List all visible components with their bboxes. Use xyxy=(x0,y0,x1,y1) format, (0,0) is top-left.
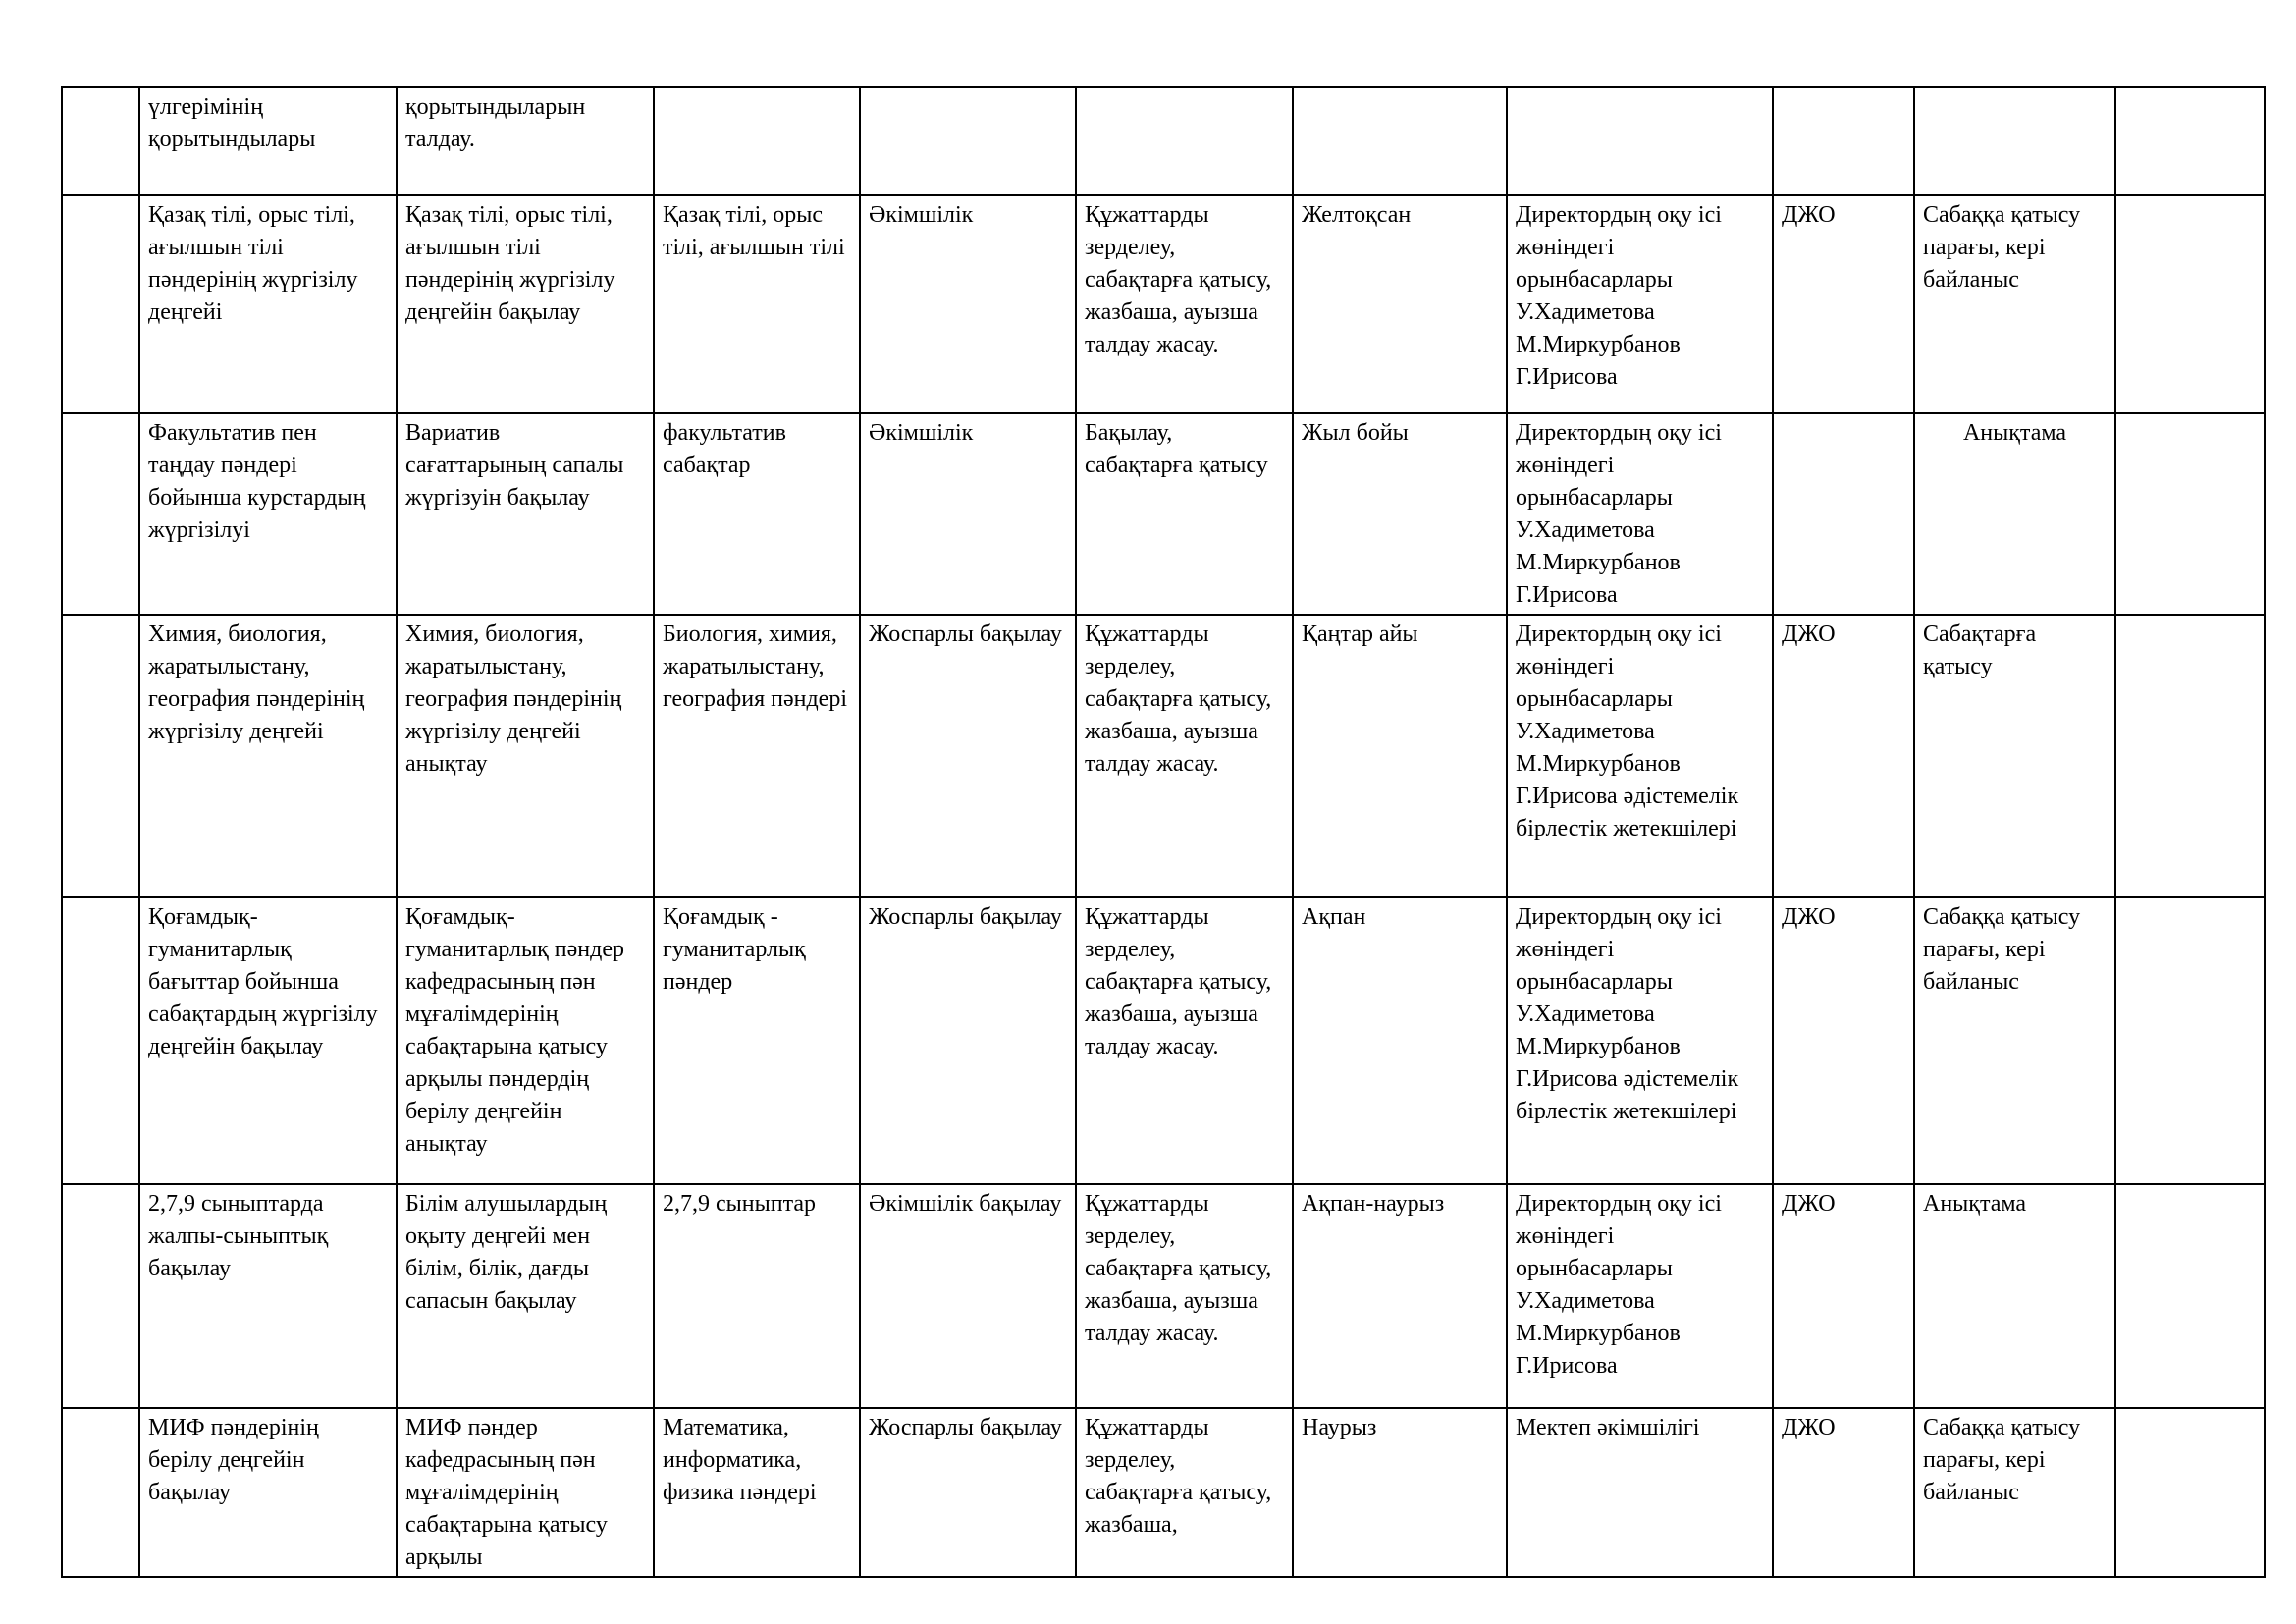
table-cell xyxy=(1076,87,1293,195)
table-cell: ДЖО xyxy=(1773,1184,1914,1408)
table-cell: Әкімшілік xyxy=(860,413,1076,615)
table-cell: Қаңтар айы xyxy=(1293,615,1507,897)
table-cell xyxy=(62,413,139,615)
table-cell: Әкімшілік xyxy=(860,195,1076,413)
table-cell xyxy=(62,195,139,413)
table-cell xyxy=(1773,413,1914,615)
table-cell: ДЖО xyxy=(1773,615,1914,897)
table-cell xyxy=(2115,1184,2265,1408)
table-row xyxy=(62,87,2265,195)
table-cell: Ақпан-наурыз xyxy=(1293,1184,1507,1408)
table-cell: Сабаққа қатысу парағы, кері байланыс xyxy=(1914,195,2115,413)
table-row xyxy=(62,897,2265,1184)
table-cell: Химия, биология, жаратылыстану, география пәндерінің жүргізілу деңгейі xyxy=(139,615,397,897)
table-cell: Сабаққа қатысу парағы, кері байланыс xyxy=(1914,897,2115,1184)
table-cell: Директордың оқу ісі жөніндегі орынбасарлары У.Хадиметова М.Миркурбанов Г.Ирисова xyxy=(1507,413,1773,615)
table-cell: Наурыз xyxy=(1293,1408,1507,1577)
table-cell: Директордың оқу ісі жөніндегі орынбасарлары У.Хадиметова М.Миркурбанов Г.Ирисова әдістемелік бірлестік жетекшілері xyxy=(1507,615,1773,897)
table-cell: Құжаттарды зерделеу, сабақтарға қатысу, жазбаша, xyxy=(1076,1408,1293,1577)
table-cell: Желтоқсан xyxy=(1293,195,1507,413)
table-cell: Математика, информатика, физика пәндері xyxy=(654,1408,860,1577)
table-cell xyxy=(2115,615,2265,897)
table-cell: Қоғамдық-гуманитарлық пәндер кафедрасының пән мұғалімдерінің сабақтарына қатысу арқылы пәндердің берілу деңгейін анықтау xyxy=(397,897,654,1184)
table-cell xyxy=(62,615,139,897)
table-cell xyxy=(1914,87,2115,195)
table-cell: Құжаттарды зерделеу, сабақтарға қатысу, жазбаша, ауызша талдау жасау. xyxy=(1076,1184,1293,1408)
table-cell xyxy=(860,87,1076,195)
table-row xyxy=(62,413,2265,615)
table-row xyxy=(62,1184,2265,1408)
table-row xyxy=(62,1408,2265,1577)
table-cell xyxy=(2115,87,2265,195)
table-cell: МИФ пәндерінің берілу деңгейін бақылау xyxy=(139,1408,397,1577)
table-cell: Сабаққа қатысу парағы, кері байланыс xyxy=(1914,1408,2115,1577)
table-cell: Ақпан xyxy=(1293,897,1507,1184)
table-cell: Қоғамдық-гуманитарлық бағыттар бойынша сабақтардың жүргізілу деңгейін бақылау xyxy=(139,897,397,1184)
table-cell xyxy=(2115,1408,2265,1577)
table-cell: Жоспарлы бақылау xyxy=(860,897,1076,1184)
table-cell: Мектеп әкімшілігі xyxy=(1507,1408,1773,1577)
table-cell: Директордың оқу ісі жөніндегі орынбасарлары У.Хадиметова М.Миркурбанов Г.Ирисова xyxy=(1507,195,1773,413)
table-cell: Қазақ тілі, орыс тілі, ағылшын тілі пәндерінің жүргізілу деңгейін бақылау xyxy=(397,195,654,413)
table-cell: Әкімшілік бақылау xyxy=(860,1184,1076,1408)
table-cell: Жоспарлы бақылау xyxy=(860,1408,1076,1577)
table-cell xyxy=(654,87,860,195)
table-cell xyxy=(62,897,139,1184)
table-cell: Анықтама xyxy=(1914,413,2115,615)
table-cell: Факультатив пен таңдау пәндері бойынша курстардың жүргізілуі xyxy=(139,413,397,615)
table-cell: Вариатив сағаттарының сапалы жүргізуін бақылау xyxy=(397,413,654,615)
table-cell xyxy=(62,1184,139,1408)
table-cell: Биология, химия, жаратылыстану, география пәндері xyxy=(654,615,860,897)
table-cell: Құжаттарды зерделеу, сабақтарға қатысу, жазбаша, ауызша талдау жасау. xyxy=(1076,615,1293,897)
table-cell: қорытындыларын талдау. xyxy=(397,87,654,195)
table-cell: Директордың оқу ісі жөніндегі орынбасарлары У.Хадиметова М.Миркурбанов Г.Ирисова әдістемелік бірлестік жетекшілері xyxy=(1507,897,1773,1184)
table-cell: 2,7,9 сыныптар xyxy=(654,1184,860,1408)
table-cell: ДЖО xyxy=(1773,195,1914,413)
table-cell xyxy=(1507,87,1773,195)
inspection-plan-table xyxy=(61,86,2266,1578)
table-cell: Қазақ тілі, орыс тілі, ағылшын тілі пәндерінің жүргізілу деңгейі xyxy=(139,195,397,413)
table-cell xyxy=(1293,87,1507,195)
table-cell: ДЖО xyxy=(1773,897,1914,1184)
table-cell xyxy=(62,87,139,195)
table-cell: Қоғамдық - гуманитарлық пәндер xyxy=(654,897,860,1184)
table-cell: ДЖО xyxy=(1773,1408,1914,1577)
table-cell: Құжаттарды зерделеу, сабақтарға қатысу, жазбаша, ауызша талдау жасау. xyxy=(1076,195,1293,413)
table-cell xyxy=(62,1408,139,1577)
table-cell: Анықтама xyxy=(1914,1184,2115,1408)
table-cell: Сабақтарға қатысу xyxy=(1914,615,2115,897)
table-cell xyxy=(2115,897,2265,1184)
table-cell: Құжаттарды зерделеу, сабақтарға қатысу, жазбаша, ауызша талдау жасау. xyxy=(1076,897,1293,1184)
table-cell xyxy=(2115,413,2265,615)
table-cell: 2,7,9 сыныптарда жалпы-сыныптық бақылау xyxy=(139,1184,397,1408)
table-cell: үлгерімінің қорытындылары xyxy=(139,87,397,195)
table-cell xyxy=(1773,87,1914,195)
table-cell: Жыл бойы xyxy=(1293,413,1507,615)
table-cell: Қазақ тілі, орыс тілі, ағылшын тілі xyxy=(654,195,860,413)
table-cell: Химия, биология, жаратылыстану, география пәндерінің жүргізілу деңгейі анықтау xyxy=(397,615,654,897)
table-cell: МИФ пәндер кафедрасының пән мұғалімдерінің сабақтарына қатысу арқылы xyxy=(397,1408,654,1577)
table-row xyxy=(62,195,2265,413)
table-cell: факультатив сабақтар xyxy=(654,413,860,615)
table-cell: Директордың оқу ісі жөніндегі орынбасарлары У.Хадиметова М.Миркурбанов Г.Ирисова xyxy=(1507,1184,1773,1408)
table-row xyxy=(62,615,2265,897)
table-cell xyxy=(2115,195,2265,413)
table-body xyxy=(62,87,2265,1577)
table-cell: Жоспарлы бақылау xyxy=(860,615,1076,897)
table-cell: Білім алушылардың оқыту деңгейі мен білім, білік, дағды сапасын бақылау xyxy=(397,1184,654,1408)
table-cell: Бақылау, сабақтарға қатысу xyxy=(1076,413,1293,615)
